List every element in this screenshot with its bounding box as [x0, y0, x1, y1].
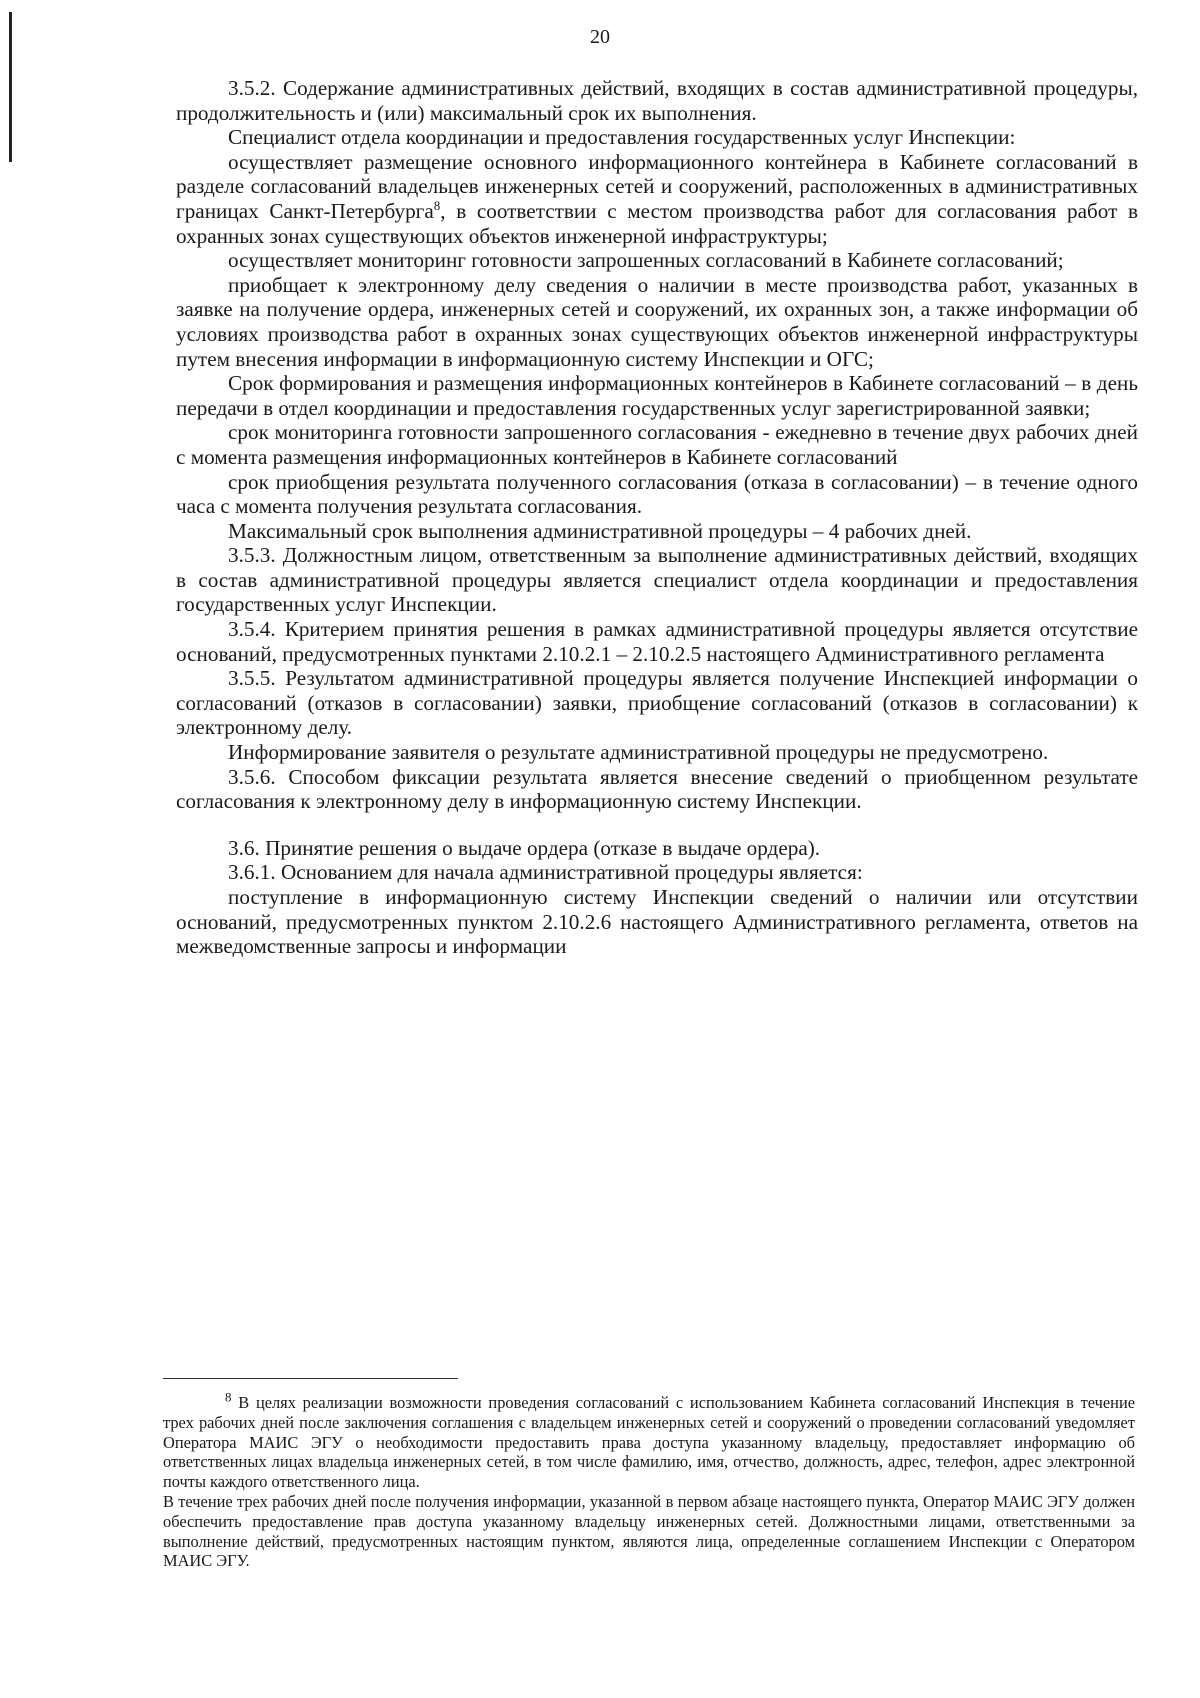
- paragraph-receipt: поступление в информационную систему Инспекции сведений о наличии или отсутствии оснований, предусмотренных пунктом 2.10.2.6 настоящего Административного регламента, ответов на межведомственные запросы и информации: [176, 885, 1138, 959]
- paragraph-monitoring: осуществляет мониторинг готовности запрошенных согласований в Кабинете согласований;: [228, 248, 1064, 273]
- paragraph-informing: Информирование заявителя о результате административной процедуры не предусмотрено.: [228, 740, 1049, 765]
- body-text: [176, 76, 1138, 959]
- footnote-marker: 8: [225, 1389, 232, 1405]
- footnote-paragraph-1: [163, 1389, 1135, 1492]
- paragraph-term-monitoring: срок мониторинга готовности запрошенного согласования - ежедневно в течение двух рабочих дней с момента размещения информационных контейнеров в Кабинете согласований: [176, 420, 1138, 469]
- paragraph-placement-text: осуществляет размещение основного информационного контейнера в Кабинете согласований в разделе согласований владельцев инженерных сетей и сооружений, расположенных в административных границах Санкт-Петербурга: [176, 149, 1138, 223]
- paragraph-3-5-6: 3.5.6. Способом фиксации результата является внесение сведений о приобщенном результате согласования к электронному делу в информационную систему Инспекции.: [176, 764, 1138, 814]
- paragraph-term-attach: срок приобщения результата полученного согласования (отказа в согласовании) – в течение одного часа с момента получения результата согласования.: [176, 469, 1138, 519]
- paragraph-term-forming: Срок формирования и размещения информационных контейнеров в Кабинете согласований – в день передачи в отдел координации и предоставления государственных услуг зарегистрированной заявки;: [176, 371, 1138, 420]
- footnote-text-1: В целях реализации возможности проведения согласований с использованием Кабинета согласований Инспекция в течение трех рабочих дней после заключения соглашения с владельцем инженерных сетей и сооружений о проведении согласований уведомляет Оператора МАИС ЭГУ о необходимости предоставить права доступа указанному владельцу, предоставляет информацию об ответственных лицах владельца инженерных сетей, в том числе фамилию, имя, отчество, должность, адрес, телефон, адрес электронной почты каждого ответственного лица.: [163, 1393, 1135, 1492]
- paragraph-max-term: Максимальный срок выполнения административной процедуры – 4 рабочих дней.: [228, 518, 972, 543]
- paragraph-placement: [176, 150, 1138, 248]
- paragraph-specialist: Специалист отдела координации и предоставления государственных услуг Инспекции:: [228, 125, 1016, 150]
- paragraph-3-6-1: 3.6.1. Основанием для начала административной процедуры является:: [228, 860, 863, 885]
- paragraph-placement-tail: , в соответствии с местом производства работ для согласования работ в охранных зонах существующих объектов инженерной инфраструктуры;: [176, 198, 1138, 248]
- paragraph-3-5-3: 3.5.3. Должностным лицом, ответственным за выполнение административных действий, входящих в состав административной процедуры является специалист отдела координации и предоставления государственных услуг Инспекции.: [176, 543, 1138, 617]
- footnote: [163, 1389, 1135, 1571]
- paragraph-3-6: 3.6. Принятие решения о выдаче ордера (отказе в выдаче ордера).: [228, 835, 821, 860]
- footnote-reference: 8: [433, 197, 441, 213]
- paragraph-3-5-5: 3.5.5. Результатом административной процедуры является получение Инспекцией информации о согласований (отказов в согласовании) заявки, приобщение согласований (отказов в согласовании) к электронному делу.: [176, 666, 1138, 740]
- paragraph-attach: приобщает к электронному делу сведения о наличии в месте производства работ, указанных в заявке на получение ордера, инженерных сетей и сооружений, их охранных зон, а также информации об условиях производства работ в охранных зонах существующих объектов инженерной инфраструктуры путем внесения информации в информационную систему Инспекции и ОГС;: [176, 272, 1138, 371]
- paragraph-3-5-2: 3.5.2. Содержание административных действий, входящих в состав административной процедуры, продолжительность и (или) максимальный срок их выполнения.: [176, 76, 1138, 125]
- paragraph-3-5-4: 3.5.4. Критерием принятия решения в рамках административной процедуры является отсутствие оснований, предусмотренных пунктами 2.10.2.1 – 2.10.2.5 настоящего Административного регламента: [176, 617, 1138, 666]
- footnote-divider: [163, 1378, 458, 1379]
- footnote-paragraph-2: В течение трех рабочих дней после получения информации, указанной в первом абзаце настоящего пункта, Оператор МАИС ЭГУ должен обеспечить предоставление прав доступа указанному владельцу инженерных сетей. Должностными лицами, ответственными за выполнение действий, предусмотренных настоящим пунктом, являются лица, определенные соглашением Инспекции с Оператором МАИС ЭГУ.: [163, 1491, 1135, 1571]
- page-number: 20: [590, 26, 610, 48]
